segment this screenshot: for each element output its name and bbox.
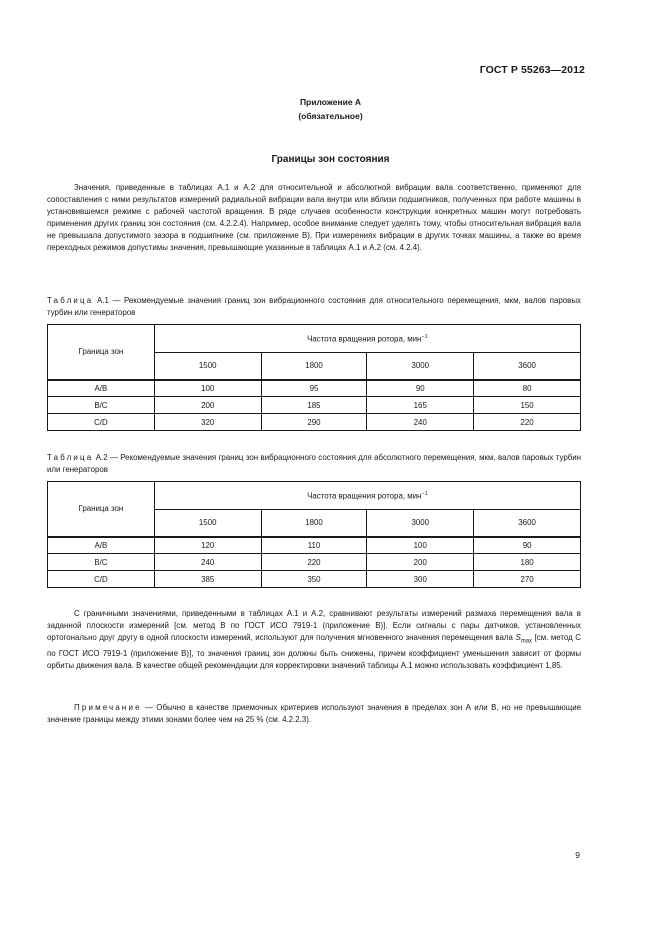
table-a2-caption-text: А.2 — Рекомендуемые значения границ зон вибрационного состояния для абсолютного перемещения, мкм, валов паровых турбин или генераторов bbox=[47, 453, 582, 474]
value-cell: 90 bbox=[474, 537, 581, 554]
table-a1 bbox=[47, 324, 581, 431]
table-a1-speed-cell: 1800 bbox=[261, 353, 367, 380]
boundary-paragraph bbox=[47, 608, 581, 672]
value-cell: 165 bbox=[367, 397, 474, 414]
zone-cell: B/C bbox=[48, 397, 155, 414]
table-a2-caption bbox=[47, 452, 581, 476]
table-a2-header-speed bbox=[154, 482, 580, 510]
table-a1-speed-cell: 1500 bbox=[154, 353, 261, 380]
value-cell: 240 bbox=[367, 414, 474, 431]
smax-letter: S bbox=[515, 632, 521, 642]
value-cell: 185 bbox=[261, 397, 367, 414]
value-cell: 90 bbox=[367, 380, 474, 397]
value-cell: 100 bbox=[154, 380, 261, 397]
value-cell: 220 bbox=[261, 554, 367, 571]
smax-symbol bbox=[515, 632, 533, 645]
table-a2 bbox=[47, 481, 581, 588]
note-label: Примечание bbox=[74, 703, 142, 712]
table-a1-speed-cell: 3000 bbox=[367, 353, 474, 380]
table-a1-header-zone: Граница зон bbox=[48, 325, 155, 380]
boundary-paragraph-part2: [см. метод С по ГОСТ ИСО 7919-1 (приложение В)], то значения границ зон должны быть снижены, причем коэффициент уменьшения зависит от формы орбиты движения вала. В качестве общей рекомендации для корректировки значений таблицы А.1 можно использовать коэффициент 1,85. bbox=[47, 632, 581, 671]
zone-cell: A/B bbox=[48, 380, 155, 397]
table-a1-header-speed bbox=[154, 325, 580, 353]
standard-code: ГОСТ Р 55263—2012 bbox=[479, 64, 585, 76]
table-a2-speed-cell: 1800 bbox=[261, 510, 367, 537]
boundary-paragraph-part1: С граничными значениями, приведенными в таблицах А.1 и А.2, сравнивают результаты измерений размаха перемещения вала в заданной плоскости измерений [см. метод В по ГОСТ ИСО 7919-1 (приложение В)]. Если сигналы с пары датчиков, установленных ортогонально друг другу в одной плоскости измерений, используют для получения мгновенного значения перемещения вала bbox=[47, 609, 581, 642]
zone-cell: C/D bbox=[48, 414, 155, 431]
smax-subscript: max bbox=[520, 638, 533, 645]
value-cell: 290 bbox=[261, 414, 367, 431]
table-a1-header-speed-exp: −1 bbox=[421, 333, 428, 340]
table-row bbox=[48, 537, 581, 554]
value-cell: 240 bbox=[154, 554, 261, 571]
value-cell: 80 bbox=[474, 380, 581, 397]
table-a2-header-speed-text: Частота вращения ротора, мин bbox=[307, 491, 422, 501]
value-cell: 300 bbox=[367, 571, 474, 588]
table-row bbox=[48, 571, 581, 588]
table-a2-caption-label: Таблица bbox=[47, 453, 94, 462]
value-cell: 200 bbox=[367, 554, 474, 571]
value-cell: 200 bbox=[154, 397, 261, 414]
value-cell: 110 bbox=[261, 537, 367, 554]
table-row bbox=[48, 554, 581, 571]
value-cell: 320 bbox=[154, 414, 261, 431]
appendix-label: Приложение А bbox=[299, 97, 362, 107]
appendix-heading bbox=[0, 95, 661, 123]
table-a1-caption-label: Таблица bbox=[47, 296, 94, 305]
table-row bbox=[48, 414, 581, 431]
value-cell: 385 bbox=[154, 571, 261, 588]
table-a1-speed-cell: 3600 bbox=[474, 353, 581, 380]
value-cell: 270 bbox=[474, 571, 581, 588]
zone-cell: B/C bbox=[48, 554, 155, 571]
zone-cell: A/B bbox=[48, 537, 155, 554]
table-a2-speed-cell: 3600 bbox=[474, 510, 581, 537]
value-cell: 220 bbox=[474, 414, 581, 431]
table-a2-header-zone: Граница зон bbox=[48, 482, 155, 537]
table-row bbox=[48, 397, 581, 414]
value-cell: 100 bbox=[367, 537, 474, 554]
table-a1-header-speed-text: Частота вращения ротора, мин bbox=[307, 334, 422, 344]
value-cell: 180 bbox=[474, 554, 581, 571]
table-a1-caption-text: А.1 — Рекомендуемые значения границ зон вибрационного состояния для относительного перемещения, мкм, валов паровых турбин или генераторов bbox=[47, 296, 581, 317]
section-title: Границы зон состояния bbox=[271, 154, 390, 165]
value-cell: 350 bbox=[261, 571, 367, 588]
appendix-status: (обязательное) bbox=[298, 111, 363, 121]
table-a2-header-speed-exp: −1 bbox=[421, 490, 428, 497]
note-text: — Обычно в качестве приемочных критериев используют значения в пределах зон А или В, но не превышающие значение границы между этими зонами более чем на 25 % (см. 4.2.2.3). bbox=[47, 703, 581, 724]
table-a2-speed-cell: 3000 bbox=[367, 510, 474, 537]
page-number: 9 bbox=[575, 850, 580, 860]
value-cell: 95 bbox=[261, 380, 367, 397]
value-cell: 120 bbox=[154, 537, 261, 554]
note-paragraph bbox=[47, 702, 581, 726]
zone-cell: C/D bbox=[48, 571, 155, 588]
table-a1-caption bbox=[47, 295, 581, 319]
intro-paragraph: Значения, приведенные в таблицах А.1 и А.2 для относительной и абсолютной вибрации вала соответственно, применяют для сопоставления с ними результатов измерений радиальной вибрации вала внутри или вблизи подшипников, полученных при работе машины в установившемся режиме с рабочей частотой вращения. В ряде случаев особенности конструкции конкретных машин могут потребовать применения других границ зон состояния (см. 4.2.2.4). Например, особое внимание следует уделять тому, чтобы относительная вибрация вала не превышала допустимого зазора в подшипнике (см. приложение В). При измерениях вибрации в других точках машины, а также во время переходных режимов допустимы значения, превышающие указанные в таблицах А.1 и А.2 (см. 4.2.4). bbox=[47, 183, 581, 252]
value-cell: 150 bbox=[474, 397, 581, 414]
table-a2-speed-cell: 1500 bbox=[154, 510, 261, 537]
table-row bbox=[48, 380, 581, 397]
